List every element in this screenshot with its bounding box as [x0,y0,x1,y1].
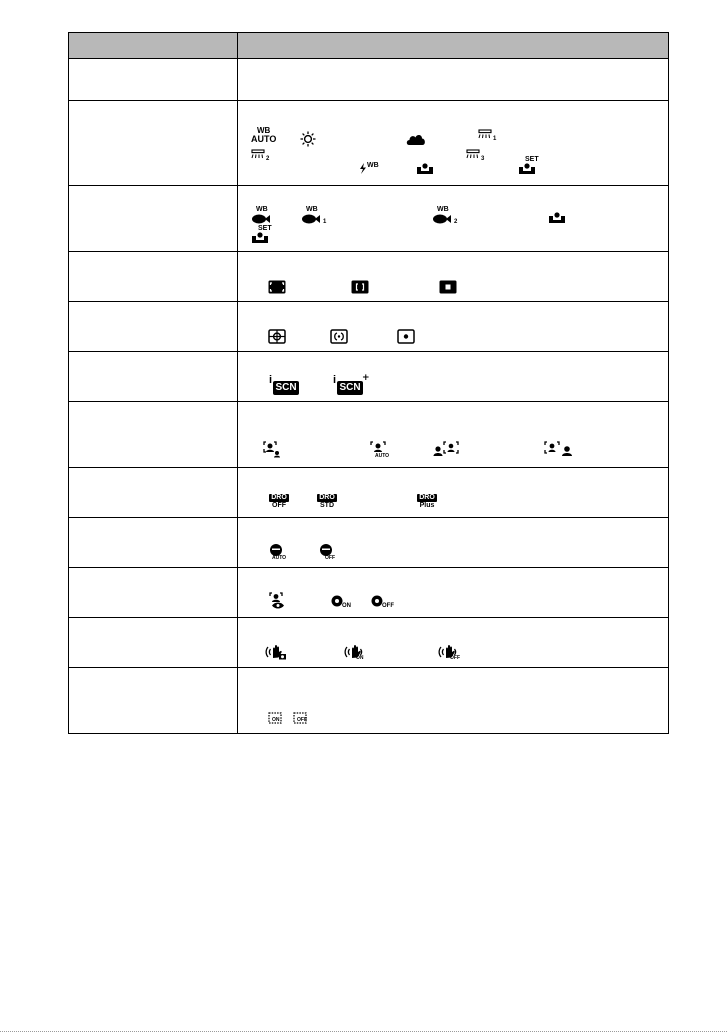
row-label-cell [69,618,238,668]
dro-standard-icon: DRO STD [317,494,337,510]
table-row-scene-recognition [69,352,669,402]
header-settings-column [238,33,669,59]
steadyshot-auto-icon [265,644,287,660]
face-detection-child-priority-icon [544,441,574,457]
soft-skin-auto-icon: AUTO [269,543,283,556]
red-eye-off-icon: OFF [370,595,384,607]
table-row-red-eye [69,568,669,618]
row-label-cell [69,302,238,352]
settings-table [68,32,669,734]
red-eye-auto-icon [269,592,285,609]
row-value-cell: WB WB 1 WB 2 SET [238,186,669,252]
center-weighted-metering-icon [330,329,348,344]
row-value-cell [238,668,669,734]
row-value-cell [238,352,669,402]
row-label-cell [69,518,238,568]
table-row-white-balance [69,101,669,186]
table-header-row [69,33,669,59]
table-row-focus [69,252,669,302]
face-detection-child-icon [263,441,281,458]
red-eye-on-icon: ON [330,595,344,607]
table-row [69,59,669,101]
row-label-cell [69,101,238,186]
multi-metering-icon [268,329,286,344]
table-row-steadyshot [69,618,669,668]
scene-recognition-auto-icon: i SCN [269,376,301,396]
wb-auto-icon: WB AUTO [251,126,277,144]
table-row-underwater-wb [69,186,669,252]
table-row-dro [69,468,669,518]
row-label-cell [69,568,238,618]
row-value-cell [238,568,669,618]
header-item-column [69,33,238,59]
table-row-face-detection [69,402,669,468]
row-label-cell [69,668,238,734]
row-label-cell [69,468,238,518]
row-value-cell: WB AUTO 1 2 3 WB SET [238,101,669,186]
cloudy-icon [406,133,426,146]
scene-recognition-advanced-icon: i SCN + [333,373,370,393]
row-label-cell [69,186,238,252]
custom-wb-icon [416,163,434,175]
row-value-cell [238,59,669,101]
fluorescent-2-icon: 2 [251,149,267,163]
daylight-icon [300,131,316,147]
table-row-metering [69,302,669,352]
grid-line-off-icon: OFF [293,712,307,724]
soft-skin-off-icon: OFF [319,543,333,556]
face-detection-adult-priority-icon [433,441,459,457]
dro-off-icon: DRO OFF [269,494,289,510]
table-row-soft-skin [69,518,669,568]
grid-line-on-icon: ON [268,712,282,724]
face-detection-auto-icon: AUTO [370,441,386,453]
dro-plus-icon: DRO Plus [417,494,437,510]
row-label-cell [69,59,238,101]
row-value-cell [238,618,669,668]
spot-metering-icon [397,329,415,344]
steadyshot-off-icon: OFF [438,644,460,660]
steadyshot-on-icon: ON [344,644,366,660]
center-af-icon [351,280,369,294]
spot-af-icon [439,280,457,294]
row-label-cell [69,252,238,302]
row-value-cell [238,302,669,352]
page-bottom-rule [0,1031,727,1032]
row-value-cell [238,252,669,302]
row-value-cell [238,468,669,518]
table-row-grid-line [69,668,669,734]
fluorescent-1-icon: 1 [478,129,494,143]
row-value-cell [238,402,669,468]
fluorescent-3-icon: 3 [466,149,482,163]
multi-af-icon [268,280,286,294]
custom-wb-icon [548,212,566,224]
row-value-cell [238,518,669,568]
row-label-cell [69,352,238,402]
row-label-cell [69,402,238,468]
